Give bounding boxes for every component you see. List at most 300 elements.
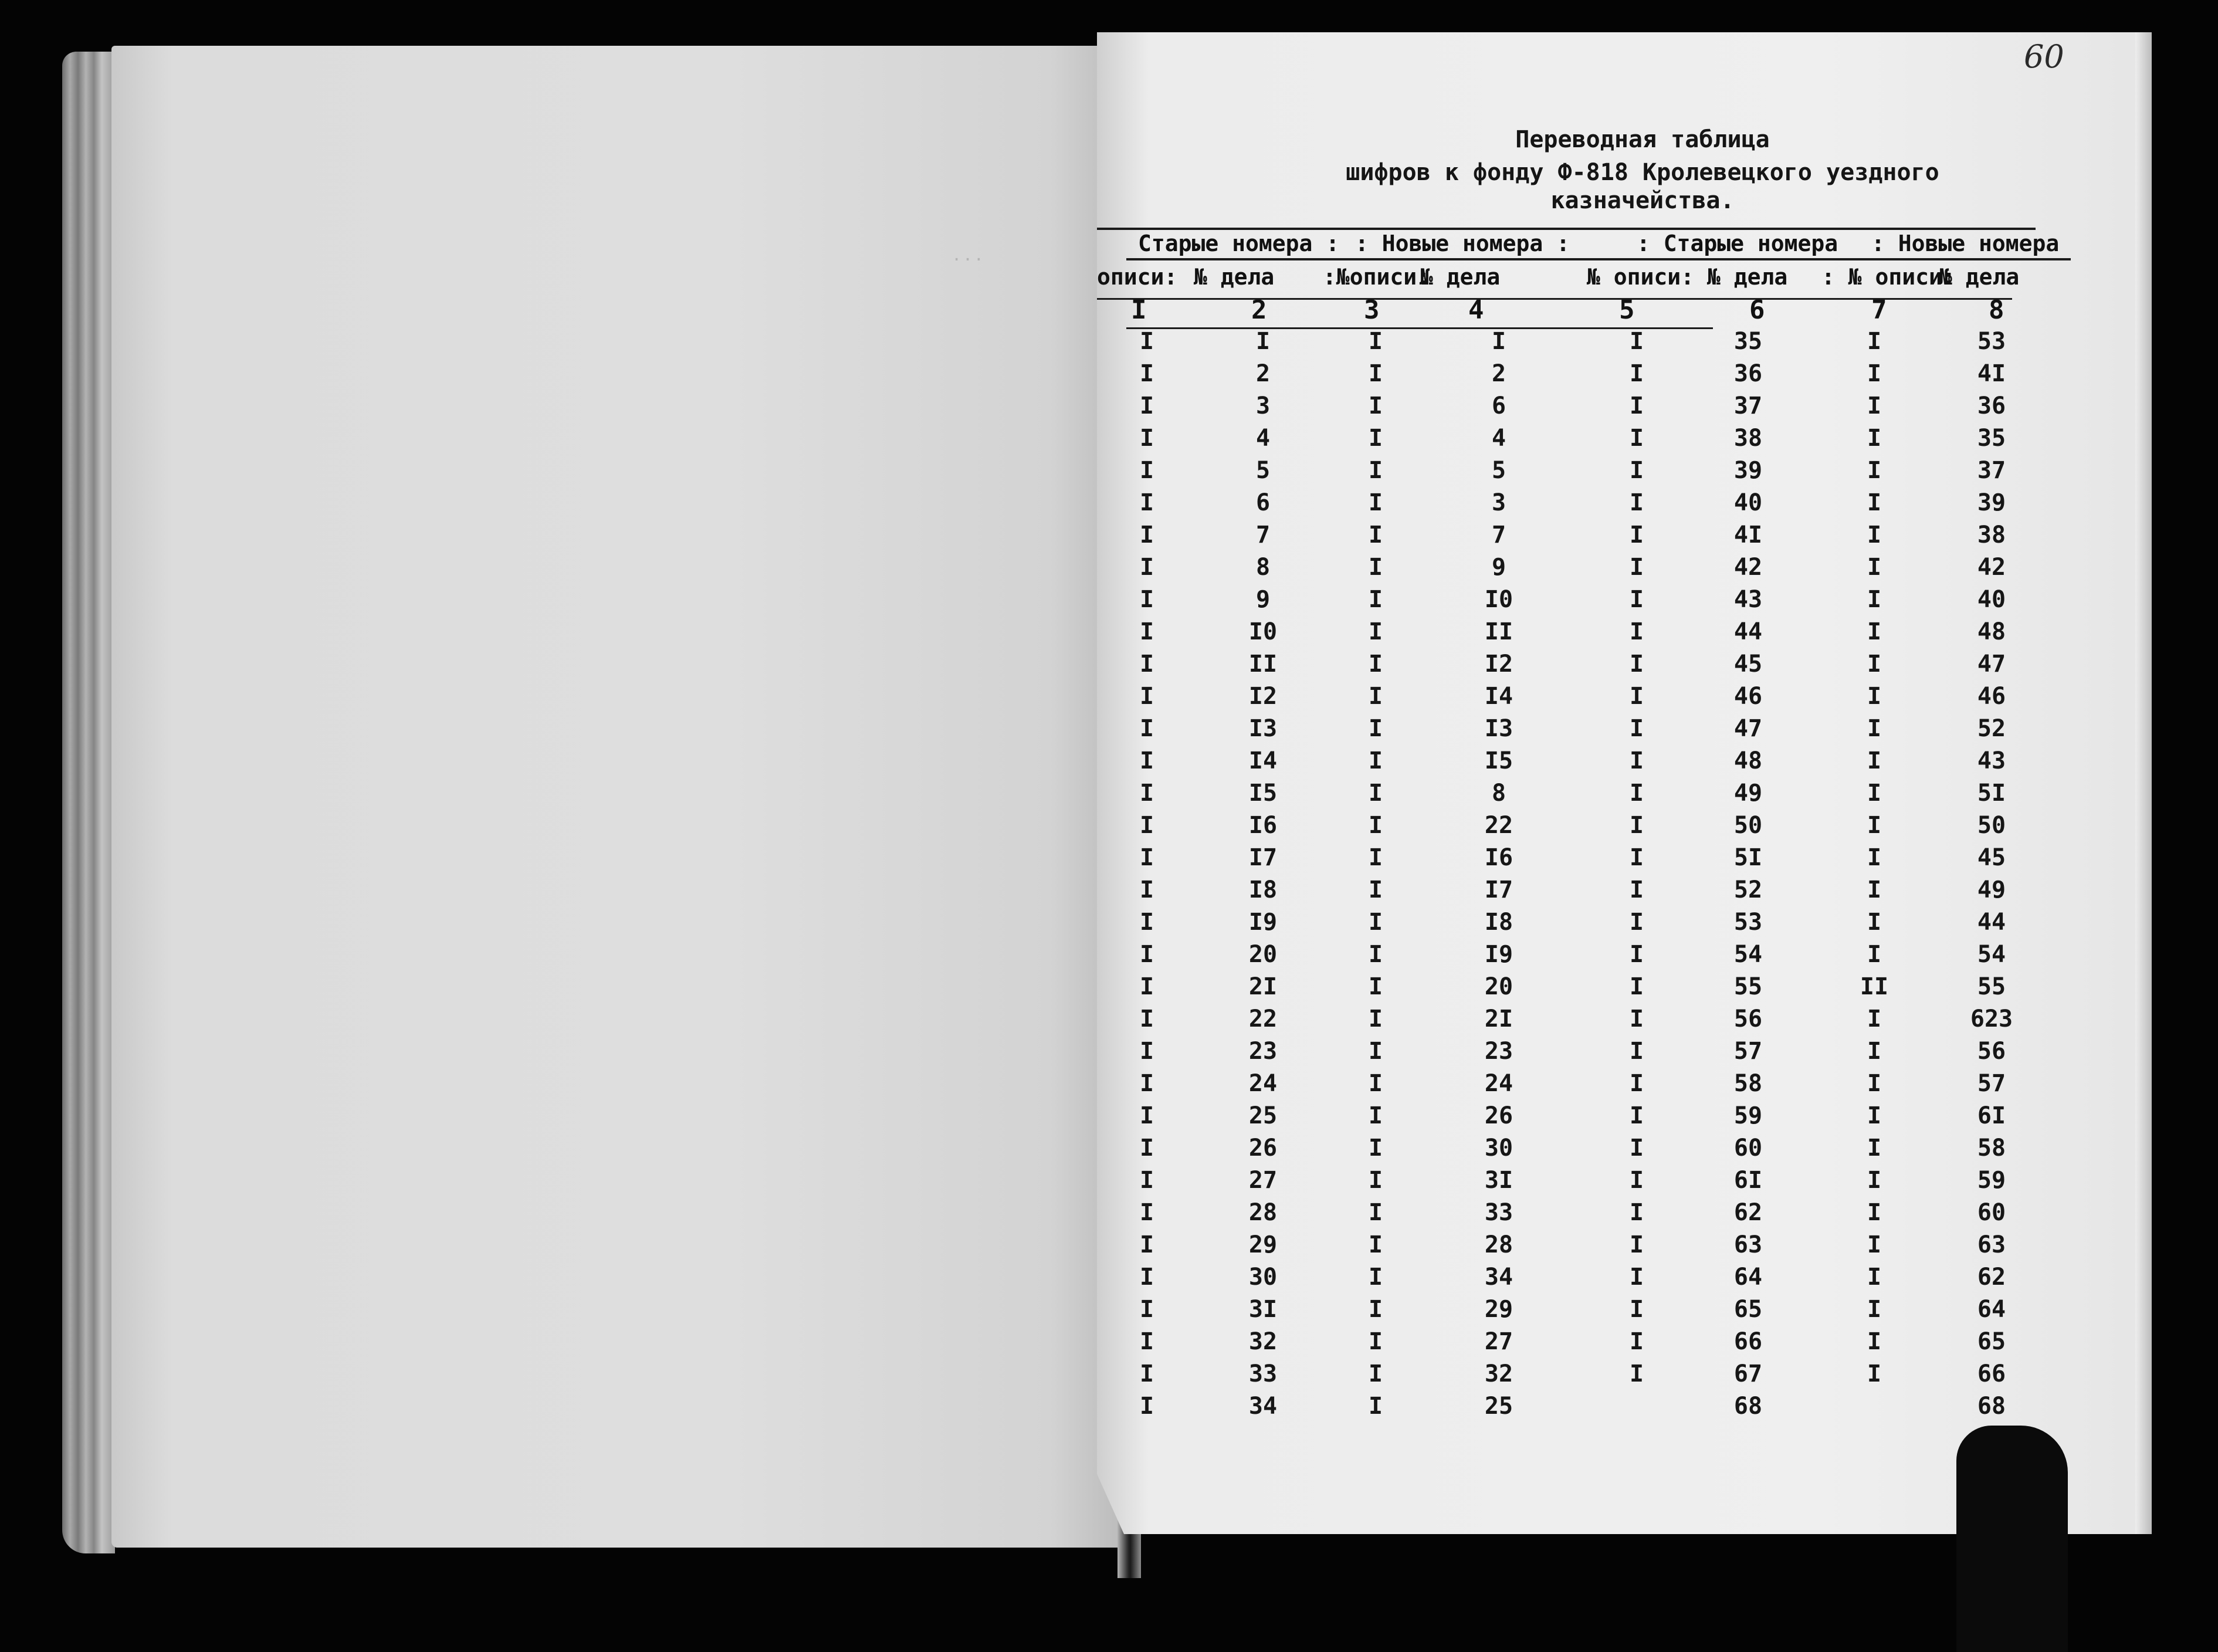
- table-cell: 30: [1248, 1264, 1278, 1291]
- table-cell: 43: [1977, 747, 2006, 774]
- table-cell: I: [1139, 909, 1154, 936]
- column-number: 8: [1989, 295, 2004, 325]
- table-cell: I: [1368, 489, 1383, 516]
- table-cell: I: [1368, 1231, 1383, 1258]
- table-cell: I: [1629, 360, 1644, 387]
- table-cell: I8: [1248, 876, 1278, 903]
- table-cell: I: [1139, 1102, 1154, 1129]
- table-cell: I: [1139, 1296, 1154, 1323]
- table-cell: 30: [1484, 1135, 1513, 1162]
- table-cell: I: [1368, 909, 1383, 936]
- table-cell: 47: [1733, 715, 1763, 742]
- table-cell: I: [1629, 392, 1644, 419]
- table-cell: 9: [1491, 554, 1506, 581]
- table-cell: 47: [1977, 651, 2006, 678]
- table-cell: 5: [1491, 457, 1506, 484]
- table-cell: I: [1368, 876, 1383, 903]
- table-cell: I7: [1248, 844, 1278, 871]
- table-cell: 66: [1733, 1328, 1763, 1355]
- table-cell: II: [1248, 651, 1278, 678]
- table-cell: 4I: [1733, 522, 1763, 549]
- table-cell: 5I: [1733, 844, 1763, 871]
- table-cell: I8: [1484, 909, 1513, 936]
- sub-header: описи:: [1097, 264, 1178, 290]
- table-cell: I: [1139, 618, 1154, 645]
- table-column-new-inventory-1: [1343, 326, 1408, 1423]
- table-cell: I: [1629, 1296, 1644, 1323]
- table-cell: 45: [1733, 651, 1763, 678]
- table-cell: 53: [1977, 328, 2006, 355]
- table-cell: 59: [1977, 1167, 2006, 1194]
- table-cell: I: [1629, 328, 1644, 355]
- table-cell: 37: [1977, 457, 2006, 484]
- sub-header: № дела: [1420, 264, 1501, 290]
- table-cell: I: [1629, 876, 1644, 903]
- table-cell: I: [1629, 812, 1644, 839]
- table-cell: I: [1867, 909, 1882, 936]
- table-cell: I: [1629, 489, 1644, 516]
- table-cell: I: [1867, 1199, 1882, 1226]
- table-cell: I: [1139, 780, 1154, 807]
- column-number: 4: [1468, 295, 1484, 325]
- table-cell: I: [1368, 780, 1383, 807]
- table-cell: 33: [1484, 1199, 1513, 1226]
- table-cell: I: [1867, 1264, 1882, 1291]
- table-cell: I: [1139, 489, 1154, 516]
- sub-header: № дела: [1707, 264, 1788, 290]
- table-cell: I: [1629, 651, 1644, 678]
- table-cell: 55: [1733, 973, 1763, 1000]
- table-subtitle: шифров к фонду Ф-818 Кролевецкого уездного: [1346, 159, 1939, 186]
- table-cell: I: [1368, 1070, 1383, 1097]
- table-cell: 66: [1977, 1360, 2006, 1387]
- table-cell: I: [1629, 1102, 1644, 1129]
- table-cell: I: [1139, 1360, 1154, 1387]
- table-cell: I: [1629, 683, 1644, 710]
- table-cell: I: [1368, 844, 1383, 871]
- table-cell: I: [1139, 747, 1154, 774]
- table-cell: 2I: [1484, 1006, 1513, 1032]
- table-cell: 32: [1248, 1328, 1278, 1355]
- table-cell: I: [1368, 360, 1383, 387]
- table-cell: 44: [1977, 909, 2006, 936]
- table-cell: 22: [1248, 1006, 1278, 1032]
- table-cell: I: [1629, 1006, 1644, 1032]
- table-cell: 24: [1484, 1070, 1513, 1097]
- table-column-new-case-1: [1467, 326, 1531, 1423]
- table-cell: I: [1368, 1393, 1383, 1420]
- table-cell: I: [1629, 747, 1644, 774]
- table-cell: I: [1139, 1328, 1154, 1355]
- table-cell: I: [1139, 715, 1154, 742]
- table-column-new-case-2: [1959, 326, 2024, 1423]
- table-cell: I: [1139, 683, 1154, 710]
- table-cell: I: [1491, 328, 1506, 355]
- table-cell: I: [1368, 1102, 1383, 1129]
- table-cell: 8: [1255, 554, 1271, 581]
- table-cell: 54: [1733, 941, 1763, 968]
- sub-header: № дела: [1939, 264, 2020, 290]
- left-page: [111, 46, 1132, 1548]
- table-column-old-inventory-1: [1115, 326, 1179, 1423]
- table-column-new-inventory-2: [1842, 326, 1907, 1390]
- table-cell: 65: [1733, 1296, 1763, 1323]
- table-cell: I: [1139, 425, 1154, 452]
- table-cell: I: [1139, 392, 1154, 419]
- table-cell: I: [1629, 618, 1644, 645]
- table-cell: 40: [1977, 586, 2006, 613]
- table-cell: I: [1629, 909, 1644, 936]
- table-cell: I: [1368, 812, 1383, 839]
- table-cell: 5: [1255, 457, 1271, 484]
- table-cell: 58: [1733, 1070, 1763, 1097]
- table-cell: 25: [1248, 1102, 1278, 1129]
- left-page-edges: [62, 52, 115, 1553]
- table-cell: 8: [1491, 780, 1506, 807]
- table-cell: I: [1368, 425, 1383, 452]
- table-cell: I: [1867, 1296, 1882, 1323]
- table-cell: 56: [1733, 1006, 1763, 1032]
- table-cell: I0: [1248, 618, 1278, 645]
- table-cell: 45: [1977, 844, 2006, 871]
- table-cell: 46: [1733, 683, 1763, 710]
- table-cell: I0: [1484, 586, 1513, 613]
- table-cell: 2: [1491, 360, 1506, 387]
- table-cell: II: [1860, 973, 1889, 1000]
- table-cell: I: [1867, 1135, 1882, 1162]
- table-cell: 25: [1484, 1393, 1513, 1420]
- table-cell: 34: [1484, 1264, 1513, 1291]
- table-cell: 3I: [1248, 1296, 1278, 1323]
- table-cell: I: [1867, 876, 1882, 903]
- table-cell: 42: [1733, 554, 1763, 581]
- table-cell: I: [1368, 554, 1383, 581]
- table-cell: I: [1368, 392, 1383, 419]
- table-cell: 28: [1248, 1199, 1278, 1226]
- table-cell: I: [1867, 522, 1882, 549]
- table-cell: I: [1139, 1231, 1154, 1258]
- table-cell: I: [1629, 522, 1644, 549]
- table-cell: I: [1867, 1070, 1882, 1097]
- table-cell: 39: [1733, 457, 1763, 484]
- table-cell: I: [1139, 360, 1154, 387]
- table-cell: I: [1139, 457, 1154, 484]
- table-cell: I: [1255, 328, 1271, 355]
- table-cell: I: [1867, 812, 1882, 839]
- table-cell: 38: [1977, 522, 2006, 549]
- table-cell: I: [1139, 1038, 1154, 1065]
- table-cell: 26: [1248, 1135, 1278, 1162]
- table-cell: I: [1867, 1038, 1882, 1065]
- table-cell: 6: [1491, 392, 1506, 419]
- table-cell: 20: [1248, 941, 1278, 968]
- table-cell: I: [1368, 1264, 1383, 1291]
- column-number: I: [1131, 295, 1147, 325]
- table-cell: 23: [1248, 1038, 1278, 1065]
- table-cell: I: [1867, 360, 1882, 387]
- table-cell: I: [1629, 715, 1644, 742]
- table-subtitle-cont: казначейства.: [1550, 187, 1735, 214]
- table-column-old-case-1: [1231, 326, 1295, 1423]
- sub-header: № дела: [1194, 264, 1275, 290]
- table-cell: 37: [1733, 392, 1763, 419]
- table-cell: I4: [1248, 747, 1278, 774]
- table-cell: 63: [1977, 1231, 2006, 1258]
- table-cell: 48: [1977, 618, 2006, 645]
- table-cell: I5: [1484, 747, 1513, 774]
- table-cell: 35: [1977, 425, 2006, 452]
- table-cell: 54: [1977, 941, 2006, 968]
- sub-header: № описи:: [1587, 264, 1695, 290]
- table-cell: 63: [1733, 1231, 1763, 1258]
- table-cell: 2: [1255, 360, 1271, 387]
- table-cell: 7: [1491, 522, 1506, 549]
- table-cell: I: [1139, 876, 1154, 903]
- table-cell: I: [1139, 586, 1154, 613]
- table-cell: 36: [1733, 360, 1763, 387]
- table-cell: I: [1368, 328, 1383, 355]
- table-cell: I: [1629, 1199, 1644, 1226]
- table-cell: 35: [1733, 328, 1763, 355]
- table-cell: I: [1368, 1199, 1383, 1226]
- table-cell: I: [1867, 941, 1882, 968]
- table-cell: 42: [1977, 554, 2006, 581]
- table-cell: I: [1139, 522, 1154, 549]
- table-cell: 32: [1484, 1360, 1513, 1387]
- table-cell: 27: [1248, 1167, 1278, 1194]
- column-number: 7: [1871, 295, 1887, 325]
- table-cell: I: [1629, 1038, 1644, 1065]
- table-cell: I: [1629, 1070, 1644, 1097]
- table-cell: I: [1368, 941, 1383, 968]
- table-cell: 33: [1248, 1360, 1278, 1387]
- table-cell: 56: [1977, 1038, 2006, 1065]
- table-cell: I: [1629, 1328, 1644, 1355]
- table-cell: I: [1139, 651, 1154, 678]
- table-cell: 50: [1733, 812, 1763, 839]
- table-cell: 57: [1977, 1070, 2006, 1097]
- table-cell: I5: [1248, 780, 1278, 807]
- table-cell: I: [1368, 683, 1383, 710]
- table-cell: II: [1484, 618, 1513, 645]
- table-cell: I: [1867, 1360, 1882, 1387]
- header-rule: [1126, 258, 2071, 260]
- table-cell: I: [1867, 715, 1882, 742]
- table-cell: I: [1139, 1264, 1154, 1291]
- table-cell: 62: [1733, 1199, 1763, 1226]
- table-cell: 38: [1733, 425, 1763, 452]
- table-column-old-inventory-2: [1604, 326, 1669, 1390]
- table-cell: I: [1867, 586, 1882, 613]
- table-cell: 623: [1970, 1006, 2013, 1032]
- table-cell: I3: [1484, 715, 1513, 742]
- table-cell: 28: [1484, 1231, 1513, 1258]
- table-cell: I: [1139, 941, 1154, 968]
- table-cell: 6I: [1977, 1102, 2006, 1129]
- column-number: 2: [1251, 295, 1267, 325]
- table-cell: I: [1867, 328, 1882, 355]
- table-cell: I: [1368, 1135, 1383, 1162]
- table-cell: 20: [1484, 973, 1513, 1000]
- table-cell: 55: [1977, 973, 2006, 1000]
- table-cell: I: [1368, 715, 1383, 742]
- table-cell: I: [1368, 1006, 1383, 1032]
- table-cell: 62: [1977, 1264, 2006, 1291]
- table-cell: I: [1139, 1167, 1154, 1194]
- table-cell: I2: [1484, 651, 1513, 678]
- table-cell: I: [1368, 586, 1383, 613]
- table-cell: I: [1867, 651, 1882, 678]
- table-cell: 52: [1977, 715, 2006, 742]
- table-cell: 68: [1733, 1393, 1763, 1420]
- table-cell: I: [1368, 618, 1383, 645]
- table-cell: 39: [1977, 489, 2006, 516]
- table-cell: I: [1629, 457, 1644, 484]
- column-number: 5: [1619, 295, 1635, 325]
- table-cell: I: [1867, 392, 1882, 419]
- table-cell: 64: [1733, 1264, 1763, 1291]
- table-cell: 36: [1977, 392, 2006, 419]
- table-cell: 49: [1977, 876, 2006, 903]
- table-cell: 58: [1977, 1135, 2006, 1162]
- table-cell: 59: [1733, 1102, 1763, 1129]
- table-cell: 34: [1248, 1393, 1278, 1420]
- table-cell: I: [1629, 1231, 1644, 1258]
- table-cell: 40: [1733, 489, 1763, 516]
- table-cell: 67: [1733, 1360, 1763, 1387]
- table-cell: I: [1867, 425, 1882, 452]
- table-cell: 49: [1733, 780, 1763, 807]
- table-cell: 53: [1733, 909, 1763, 936]
- table-cell: I: [1139, 1070, 1154, 1097]
- table-cell: 6: [1255, 489, 1271, 516]
- table-cell: 4: [1255, 425, 1271, 452]
- sub-header: : № описи:: [1821, 264, 1956, 290]
- column-number: 6: [1749, 295, 1765, 325]
- table-cell: I: [1629, 1264, 1644, 1291]
- table-cell: I: [1368, 1038, 1383, 1065]
- table-cell: 23: [1484, 1038, 1513, 1065]
- table-cell: I7: [1484, 876, 1513, 903]
- table-cell: I: [1867, 747, 1882, 774]
- table-cell: I: [1139, 812, 1154, 839]
- table-cell: 60: [1733, 1135, 1763, 1162]
- table-cell: 24: [1248, 1070, 1278, 1097]
- table-cell: I3: [1248, 715, 1278, 742]
- table-title: Переводная таблица: [1515, 126, 1770, 153]
- table-cell: 29: [1248, 1231, 1278, 1258]
- table-cell: I: [1368, 973, 1383, 1000]
- table-cell: I: [1139, 973, 1154, 1000]
- table-cell: I: [1139, 844, 1154, 871]
- group-header: Старые номера :: [1138, 231, 1340, 256]
- table-cell: I: [1629, 844, 1644, 871]
- table-cell: I: [1139, 554, 1154, 581]
- table-cell: I: [1368, 1296, 1383, 1323]
- table-cell: I: [1139, 1006, 1154, 1032]
- table-cell: I4: [1484, 683, 1513, 710]
- table-cell: 46: [1977, 683, 2006, 710]
- table-cell: I: [1629, 1360, 1644, 1387]
- table-cell: I: [1867, 457, 1882, 484]
- table-cell: 65: [1977, 1328, 2006, 1355]
- table-cell: I: [1867, 1328, 1882, 1355]
- table-cell: I: [1139, 1199, 1154, 1226]
- table-cell: I: [1629, 780, 1644, 807]
- bleed-through-text: ...: [587, 245, 985, 265]
- table-cell: 2I: [1248, 973, 1278, 1000]
- table-cell: 64: [1977, 1296, 2006, 1323]
- table-cell: I9: [1248, 909, 1278, 936]
- table-cell: 3: [1491, 489, 1506, 516]
- group-header: : Новые номера: [1871, 231, 2060, 256]
- table-cell: 4: [1491, 425, 1506, 452]
- table-cell: I: [1368, 747, 1383, 774]
- table-cell: I: [1368, 457, 1383, 484]
- table-cell: 7: [1255, 522, 1271, 549]
- table-cell: I: [1368, 651, 1383, 678]
- page-number: 60: [2024, 38, 2064, 75]
- table-cell: I6: [1248, 812, 1278, 839]
- table-cell: I: [1867, 780, 1882, 807]
- table-cell: 3: [1255, 392, 1271, 419]
- table-cell: I: [1629, 941, 1644, 968]
- table-cell: 27: [1484, 1328, 1513, 1355]
- table-cell: I: [1867, 1102, 1882, 1129]
- table-cell: I: [1867, 1231, 1882, 1258]
- table-cell: 68: [1977, 1393, 2006, 1420]
- table-cell: I: [1867, 1167, 1882, 1194]
- table-cell: I: [1629, 554, 1644, 581]
- table-cell: I: [1629, 1135, 1644, 1162]
- column-number: 3: [1364, 295, 1380, 325]
- bookmark-tab: [1956, 1426, 2068, 1652]
- table-cell: 43: [1733, 586, 1763, 613]
- table-cell: 48: [1733, 747, 1763, 774]
- table-cell: I: [1139, 1393, 1154, 1420]
- table-cell: I: [1629, 425, 1644, 452]
- table-cell: I: [1368, 1167, 1383, 1194]
- table-cell: I: [1139, 1135, 1154, 1162]
- table-cell: 22: [1484, 812, 1513, 839]
- table-cell: I: [1867, 844, 1882, 871]
- table-cell: 60: [1977, 1199, 2006, 1226]
- table-cell: I: [1867, 1006, 1882, 1032]
- table-cell: 26: [1484, 1102, 1513, 1129]
- table-cell: I: [1368, 522, 1383, 549]
- table-cell: I: [1629, 586, 1644, 613]
- table-cell: I: [1368, 1328, 1383, 1355]
- table-cell: 29: [1484, 1296, 1513, 1323]
- table-cell: 57: [1733, 1038, 1763, 1065]
- table-cell: 9: [1255, 586, 1271, 613]
- header-rule: [1097, 228, 2036, 230]
- table-cell: 5I: [1977, 780, 2006, 807]
- table-cell: I: [1629, 973, 1644, 1000]
- table-cell: 4I: [1977, 360, 2006, 387]
- table-cell: I2: [1248, 683, 1278, 710]
- table-cell: 6I: [1733, 1167, 1763, 1194]
- table-cell: I9: [1484, 941, 1513, 968]
- table-cell: I: [1629, 1167, 1644, 1194]
- table-cell: I: [1368, 1360, 1383, 1387]
- group-header: : Новые номера :: [1355, 231, 1570, 256]
- table-cell: I: [1139, 328, 1154, 355]
- group-header: : Старые номера: [1637, 231, 1838, 256]
- table-cell: I: [1867, 683, 1882, 710]
- table-cell: 52: [1733, 876, 1763, 903]
- table-cell: I: [1867, 489, 1882, 516]
